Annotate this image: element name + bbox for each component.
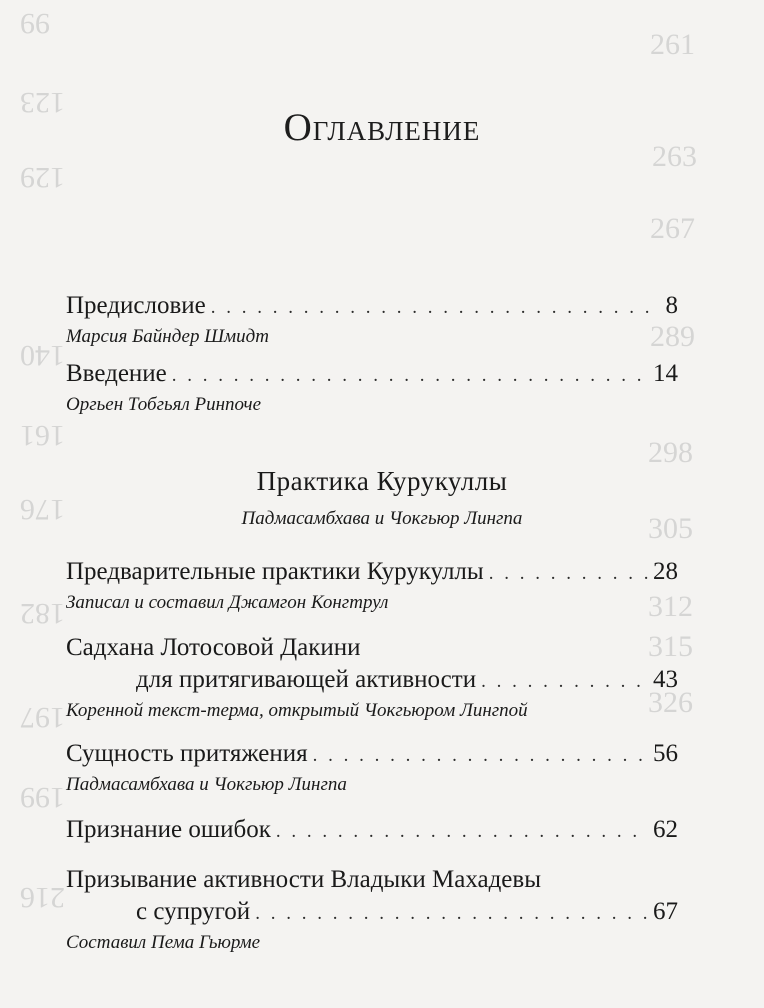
- page-number: 28: [653, 558, 678, 585]
- bleed-text: 176: [20, 493, 65, 526]
- toc-entry[interactable]: [66, 814, 678, 848]
- section-author: Падмасамбхава и Чокгьюр Лингпа: [241, 508, 523, 529]
- toc-entry[interactable]: [66, 290, 678, 350]
- bleed-text: 199: [20, 781, 65, 814]
- section-title: Практика Курукуллы: [256, 466, 508, 496]
- bleed-text: 261: [650, 28, 695, 61]
- entry-title: Предисловие: [66, 292, 206, 319]
- page-number: 43: [653, 666, 678, 693]
- bleed-text: 312: [648, 590, 693, 623]
- bleed-text: 197: [20, 701, 65, 734]
- entry-author: Составил Пема Гьюрме: [66, 932, 261, 953]
- bleed-text: 129: [20, 161, 65, 194]
- entry-title: Призывание активности Владыки Махадевы: [66, 866, 541, 893]
- bleed-text: 161: [20, 419, 65, 452]
- entry-title: Признание ошибок: [66, 816, 271, 843]
- bleed-text: 289: [650, 320, 695, 353]
- entry-author: Коренной текст-терма, открытый Чокгьюром Лингпой: [66, 700, 528, 721]
- dot-leader: [313, 740, 648, 772]
- entry-author: Падмасамбхава и Чокгьюр Лингпа: [66, 774, 347, 795]
- bleed-text: 305: [648, 512, 693, 545]
- toc-entry[interactable]: [66, 556, 678, 616]
- page-number: 56: [653, 740, 678, 767]
- toc-entry[interactable]: [66, 738, 678, 798]
- dot-leader: [211, 292, 661, 324]
- page-number: 62: [653, 816, 678, 843]
- toc-entry[interactable]: [66, 864, 678, 956]
- dot-leader: [255, 898, 648, 930]
- bleed-text: 140: [20, 339, 65, 372]
- entry-author: Оргьен Тобгьял Ринпоче: [66, 394, 262, 415]
- page-number: 14: [653, 360, 678, 387]
- bleed-text: 298: [648, 436, 693, 469]
- bleed-text: 267: [650, 212, 695, 245]
- entry-title-continuation: для притягивающей активности: [136, 666, 477, 693]
- dot-leader: [489, 558, 648, 590]
- entry-title: Сущность притяжения: [66, 740, 308, 767]
- entry-author: Записал и составил Джамгон Конгтрул: [66, 592, 389, 613]
- entry-title: Садхана Лотосовой Дакини: [66, 634, 361, 661]
- page-number: 67: [653, 898, 678, 925]
- entry-author: Марсия Байндер Шмидт: [66, 326, 270, 347]
- bleed-text: 182: [20, 597, 65, 630]
- dot-leader: [172, 360, 648, 392]
- bleed-text: 315: [648, 630, 693, 663]
- toc-heading: Оглавление: [283, 106, 481, 149]
- bleed-text: 263: [652, 140, 697, 173]
- bleed-text: 99: [20, 7, 50, 40]
- entry-title-continuation: с супругой: [136, 898, 251, 925]
- page-number: 8: [665, 292, 678, 319]
- toc-entry[interactable]: [66, 358, 678, 418]
- toc-entry[interactable]: [66, 632, 678, 724]
- bleed-text: 216: [20, 881, 65, 914]
- dot-leader: [481, 666, 648, 698]
- bleed-text: 123: [20, 86, 65, 119]
- entry-title: Предварительные практики Курукуллы: [66, 558, 484, 585]
- bleed-text: 326: [648, 686, 693, 719]
- entry-title: Введение: [66, 360, 167, 387]
- dot-leader: [276, 816, 648, 848]
